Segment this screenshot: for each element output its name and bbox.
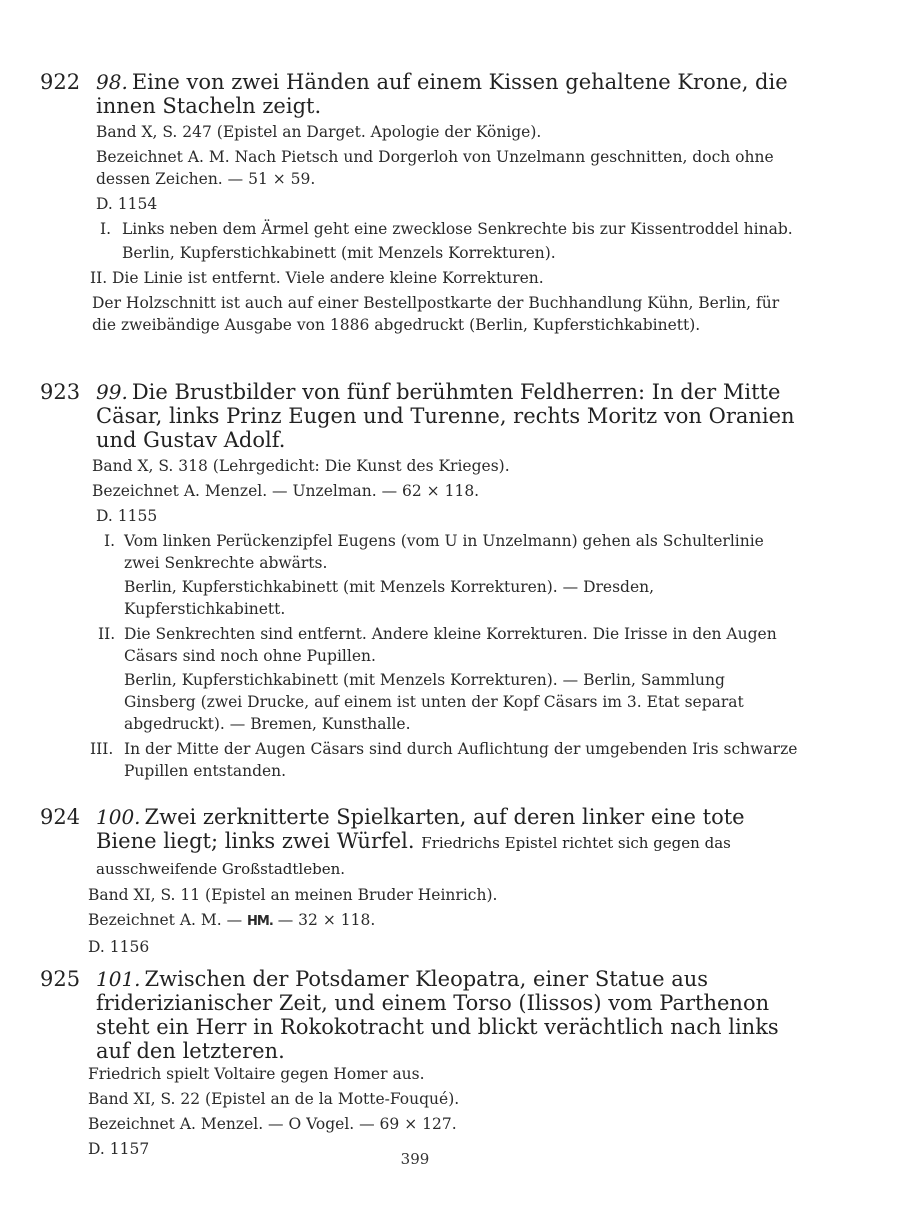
state-text: Die Senkrechten sind entfernt. Andere kleine Korrekturen. Die Irisse in den Augen Cäsars sind noch ohne Pupillen. bbox=[124, 625, 777, 665]
entry-number: 925 bbox=[40, 967, 81, 991]
volume-reference: Band X, S. 247 (Epistel an Darget. Apologie der Könige). bbox=[96, 123, 542, 141]
state-text: In der Mitte der Augen Cäsars sind durch Auflichtung der umgebenden Iris schwarze Pupillen entstanden. bbox=[124, 740, 798, 780]
state-2 bbox=[98, 623, 800, 735]
entry-subtitle: Friedrich spielt Voltaire gegen Homer aus. bbox=[88, 1065, 425, 1083]
d-number: D. 1157 bbox=[88, 1140, 150, 1158]
entry-title: Zwei zerknitterte Spielkarten, auf deren linker eine tote Biene liegt; links zwei Würfel. bbox=[96, 805, 745, 853]
entry-number: 924 bbox=[40, 805, 81, 829]
plate-number: 100. bbox=[96, 805, 141, 829]
volume-reference: Band XI, S. 11 (Epistel an meinen Bruder Heinrich). bbox=[88, 886, 498, 904]
state-text: Vom linken Perückenzipfel Eugens (vom U in Unzelmann) gehen als Schulterlinie zwei Senkrechte abwärts. bbox=[124, 532, 764, 572]
d-number: D. 1154 bbox=[96, 195, 158, 213]
state-3 bbox=[90, 738, 800, 782]
state-text: Die Linie ist entfernt. Viele andere kleine Korrekturen. bbox=[112, 269, 544, 287]
signature-note: Bezeichnet A. Menzel. — Unzelman. — 62 × 118. bbox=[92, 482, 480, 500]
catalog-entry-923 bbox=[40, 380, 800, 782]
state-numeral: I. bbox=[104, 532, 116, 550]
state-numeral: III. bbox=[90, 740, 114, 758]
entry-heading bbox=[40, 380, 800, 452]
plate-number: 101. bbox=[96, 967, 141, 991]
entry-title: Eine von zwei Händen auf einem Kissen gehaltene Krone, die innen Stacheln zeigt. bbox=[96, 70, 788, 118]
d-number: D. 1156 bbox=[88, 938, 150, 956]
entry-title: Zwischen der Potsdamer Kleopatra, einer Statue aus friderizianischer Zeit, und einem Torso (Ilissos) vom Parthenon steht ein Herr in Rokokotracht und blickt verächtlich nach links auf den letzteren. bbox=[96, 967, 779, 1063]
page-number: 399 bbox=[400, 1150, 430, 1168]
state-1 bbox=[104, 530, 800, 620]
volume-reference: Band X, S. 318 (Lehrgedicht: Die Kunst des Krieges). bbox=[92, 457, 510, 475]
state-location: Berlin, Kupferstichkabinett (mit Menzels Korrekturen). — Dresden, Kupferstichkabinett. bbox=[124, 578, 655, 618]
signature-note: Bezeichnet A. M. Nach Pietsch und Dorgerloh von Unzelmann geschnitten, doch ohne dessen Zeichen. — 51 × 59. bbox=[96, 148, 774, 188]
entry-subtitle: Friedrichs Epistel richtet sich gegen das ausschweifende Großstadtleben. bbox=[96, 834, 731, 878]
state-text: Links neben dem Ärmel geht eine zwecklose Senkrechte bis zur Kissentroddel hinab. bbox=[122, 220, 793, 238]
volume-reference: Band XI, S. 22 (Epistel an de la Motte-Fouqué). bbox=[88, 1090, 460, 1108]
state-1 bbox=[100, 218, 800, 264]
plate-number: 98. bbox=[96, 70, 128, 94]
catalog-entry-925 bbox=[40, 967, 800, 1160]
entry-heading bbox=[40, 70, 800, 118]
catalog-entry-922 bbox=[40, 70, 800, 336]
state-location: Berlin, Kupferstichkabinett (mit Menzels Korrekturen). bbox=[122, 244, 556, 262]
entry-note: Der Holzschnitt ist auch auf einer Bestellpostkarte der Buchhandlung Kühn, Berlin, für die zweibändige Ausgabe von 1886 abgedruckt (Berlin, Kupferstichkabinett). bbox=[92, 294, 780, 334]
state-numeral: II. bbox=[98, 625, 116, 643]
d-number: D. 1155 bbox=[96, 507, 158, 525]
state-2 bbox=[90, 267, 800, 289]
signature-note bbox=[88, 909, 800, 933]
state-location: Berlin, Kupferstichkabinett (mit Menzels Korrekturen). — Berlin, Sammlung Ginsberg (zwei Drucke, auf einem ist unten der Kopf Cäsars im 3. Etat separat abgedruckt). — Bremen, Kunsthalle. bbox=[124, 671, 744, 733]
catalog-entry-924 bbox=[40, 805, 800, 958]
entry-heading bbox=[40, 805, 800, 881]
entry-number: 923 bbox=[40, 380, 81, 404]
state-numeral: II. bbox=[90, 269, 108, 287]
state-numeral: I. bbox=[100, 220, 112, 238]
signature-text: Bezeichnet A. M. — bbox=[88, 911, 243, 929]
signature-note: Bezeichnet A. Menzel. — O Vogel. — 69 × 127. bbox=[88, 1115, 457, 1133]
plate-number: 99. bbox=[96, 380, 128, 404]
entry-heading bbox=[40, 967, 800, 1063]
monogram: HM. bbox=[247, 914, 273, 929]
entry-title: Die Brustbilder von fünf berühmten Feldherren: In der Mitte Cäsar, links Prinz Eugen und Turenne, rechts Moritz von Oranien und Gustav Adolf. bbox=[96, 380, 795, 452]
dimensions-text: — 32 × 118. bbox=[277, 911, 376, 929]
entry-number: 922 bbox=[40, 70, 81, 94]
